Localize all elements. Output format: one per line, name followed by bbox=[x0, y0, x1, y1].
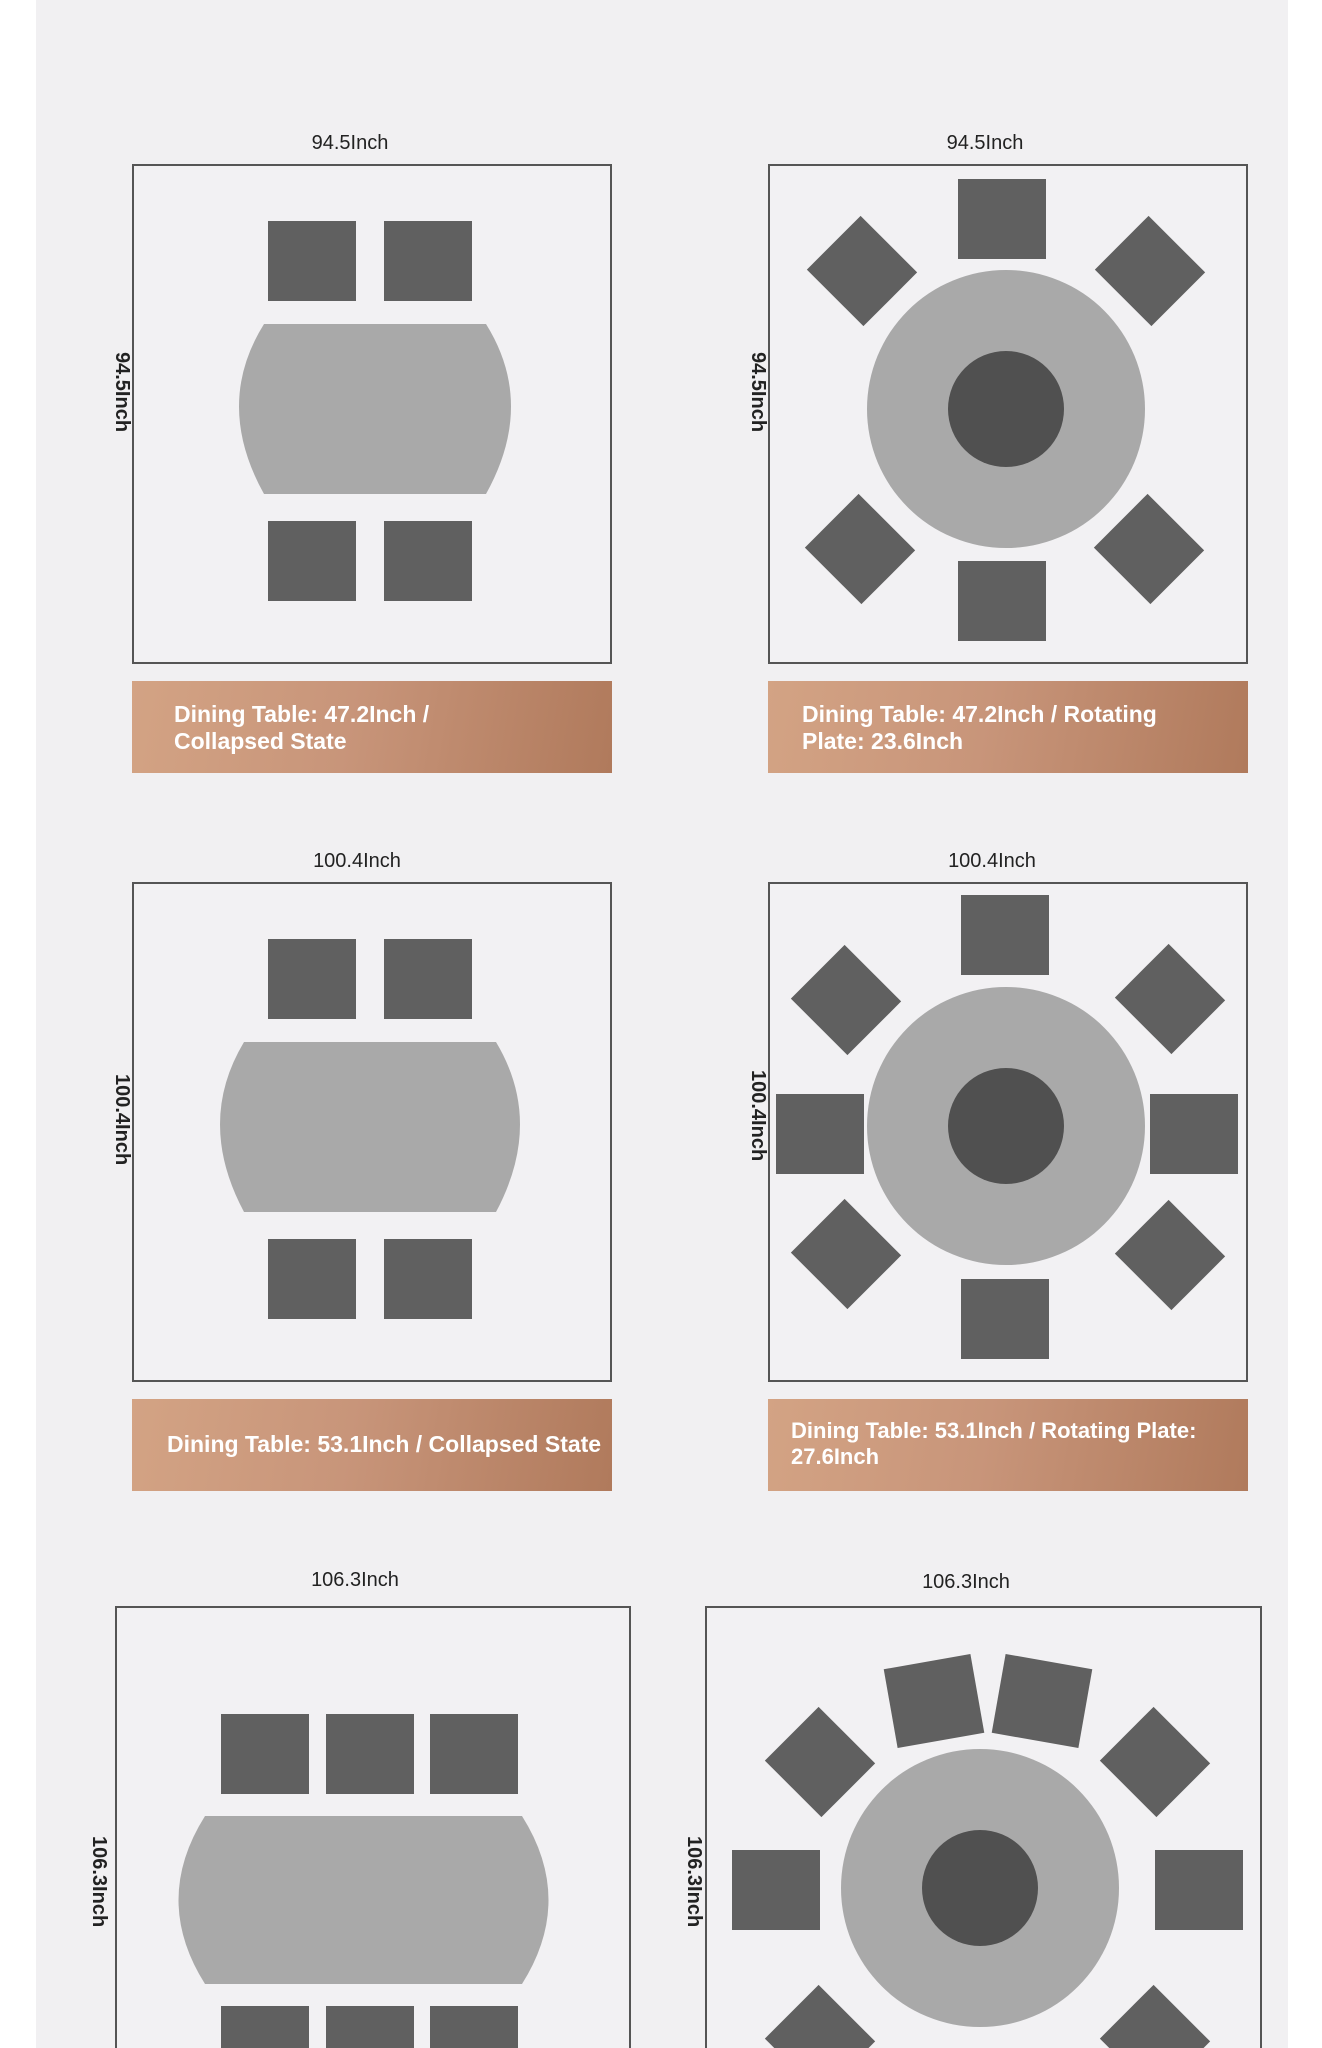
chair bbox=[958, 179, 1046, 259]
layout-caption: Dining Table: 53.1Inch / Rotating Plate: 27.6Inch bbox=[768, 1399, 1248, 1491]
chair bbox=[992, 1654, 1093, 1748]
layout-diagram-106-rotating bbox=[705, 1606, 1262, 2048]
chair bbox=[221, 2006, 309, 2048]
rotating-plate bbox=[948, 351, 1064, 467]
height-dimension-label: 94.5Inch bbox=[111, 352, 133, 433]
height-dimension-label: 106.3Inch bbox=[683, 1836, 705, 1928]
dining-table-collapsed bbox=[179, 1816, 549, 1984]
layout-caption: Dining Table: 47.2Inch / Collapsed State bbox=[132, 681, 612, 773]
height-dimension-label: 94.5Inch bbox=[747, 352, 769, 433]
layout-diagram-94-rotating bbox=[768, 164, 1248, 664]
width-dimension-label: 100.4Inch bbox=[313, 850, 401, 872]
chair bbox=[732, 1850, 820, 1930]
chair bbox=[268, 521, 356, 601]
layout-caption: Dining Table: 47.2Inch / Rotating Plate: 23.6Inch bbox=[768, 681, 1248, 773]
height-dimension-label: 100.4Inch bbox=[111, 1074, 133, 1166]
layout-diagram-94-collapsed bbox=[132, 164, 612, 664]
layout-diagram-100-rotating bbox=[768, 882, 1248, 1382]
width-dimension-label: 106.3Inch bbox=[311, 1569, 399, 1591]
chair bbox=[221, 1714, 309, 1794]
rotating-plate bbox=[948, 1068, 1064, 1184]
chair bbox=[326, 1714, 414, 1794]
dining-table-collapsed bbox=[239, 324, 511, 494]
chair bbox=[884, 1654, 985, 1748]
chair bbox=[326, 2006, 414, 2048]
chair bbox=[268, 1239, 356, 1319]
chair bbox=[268, 221, 356, 301]
chair bbox=[961, 895, 1049, 975]
layout-caption: Dining Table: 53.1Inch / Collapsed State bbox=[132, 1399, 612, 1491]
width-dimension-label: 94.5Inch bbox=[311, 132, 389, 154]
chair bbox=[776, 1094, 864, 1174]
width-dimension-label: 94.5Inch bbox=[946, 132, 1024, 154]
chair bbox=[961, 1279, 1049, 1359]
chair bbox=[384, 1239, 472, 1319]
layout-diagram-106-collapsed bbox=[115, 1606, 631, 2048]
chair bbox=[384, 221, 472, 301]
dining-table-collapsed bbox=[220, 1042, 520, 1212]
layout-diagram-100-collapsed bbox=[132, 882, 612, 1382]
height-dimension-label: 100.4Inch bbox=[747, 1070, 769, 1162]
chair bbox=[1155, 1850, 1243, 1930]
width-dimension-label: 106.3Inch bbox=[922, 1571, 1010, 1593]
chair bbox=[268, 939, 356, 1019]
chair bbox=[958, 561, 1046, 641]
chair bbox=[384, 939, 472, 1019]
chair bbox=[384, 521, 472, 601]
width-dimension-label: 100.4Inch bbox=[948, 850, 1036, 872]
rotating-plate bbox=[922, 1830, 1038, 1946]
height-dimension-label: 106.3Inch bbox=[88, 1836, 110, 1928]
chair bbox=[430, 2006, 518, 2048]
chair bbox=[430, 1714, 518, 1794]
chair bbox=[1150, 1094, 1238, 1174]
